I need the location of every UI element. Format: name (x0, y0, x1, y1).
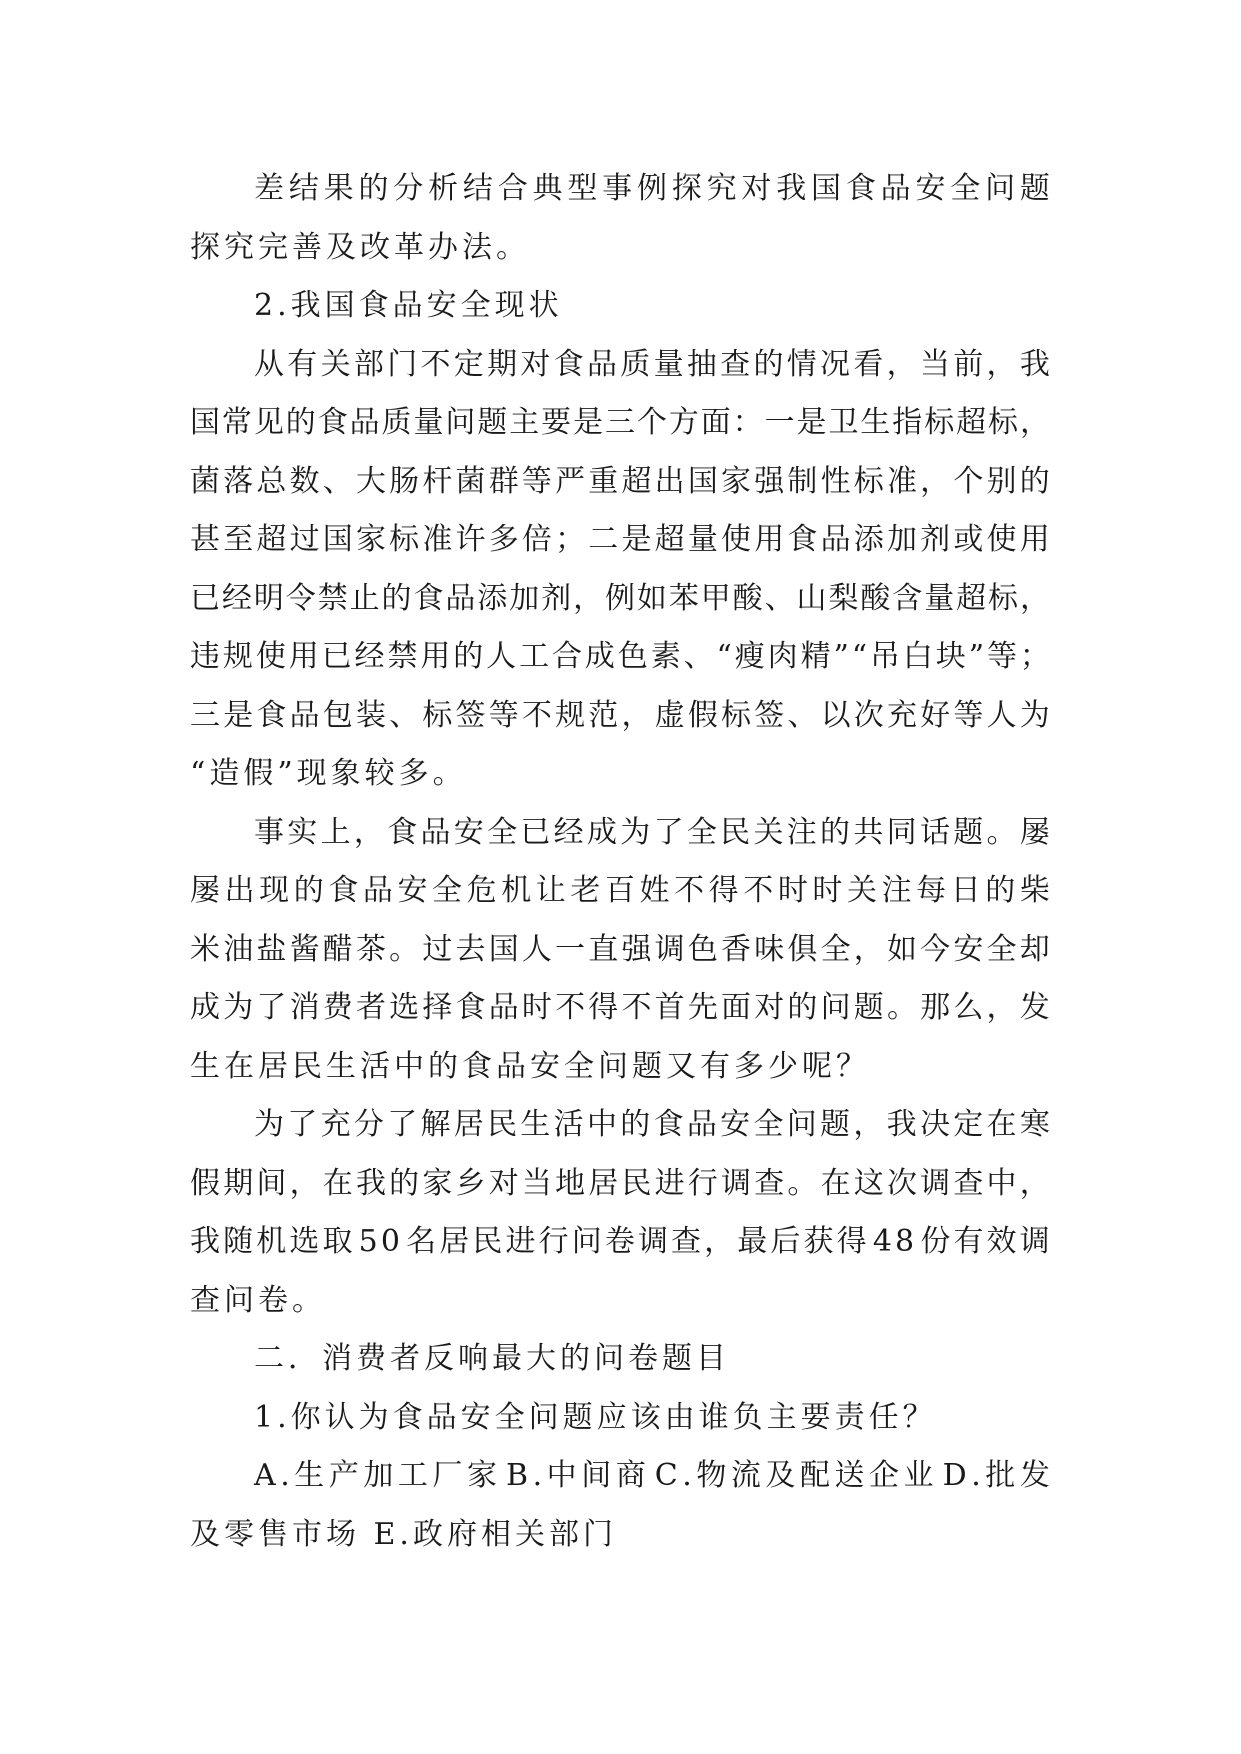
text-line: 从 有 关 部 门 不 定 期 对 食 品 质 量 抽 查 的 情 况 看 ， 当 前 ， 我 (254, 346, 1050, 382)
text-line: 生在居民生活中的食品安全问题又有多少呢？ (190, 1048, 870, 1084)
text-line: “造假”现象较多。 (190, 756, 467, 791)
text-line: 国 常 见 的 食 品 质 量 问 题 主 要 是 三 个 方 面 ： 一 是 卫 生 指 标 超 标 ， (190, 405, 1050, 440)
text-line: 事 实 上 ， 食 品 安 全 已 经 成 为 了 全 民 关 注 的 共 同 话 题 。 屡 (254, 814, 1050, 850)
text-line: 假 期 间 ， 在 我 的 家 乡 对 当 地 居 民 进 行 调 查 。 在 这 次 调 查 中 ， (190, 1165, 1050, 1201)
text-line: 米 油 盐 酱 醋 茶 。 过 去 国 人 一 直 强 调 色 香 味 俱 全 ， 如 今 安 全 却 (190, 931, 1050, 967)
text-line: 已 经 明 令 禁 止 的 食 品 添 加 剂 ， 例 如 苯 甲 酸 、 山 梨 酸 含 量 超 标 ， (190, 580, 1050, 616)
text-line: 成 为 了 消 费 者 选 择 食 品 时 不 得 不 首 先 面 对 的 问 题 。 那 么 ， 发 (190, 990, 1050, 1025)
text-line: 为 了 充 分 了 解 居 民 生 活 中 的 食 品 安 全 问 题 ， 我 决 定 在 寒 (254, 1107, 1050, 1142)
text-line: 二．消费者反响最大的问卷题目 (254, 1341, 730, 1376)
text-line: 屡 出 现 的 食 品 安 全 危 机 让 老 百 姓 不 得 不 时 时 关 注 每 日 的 柴 (190, 873, 1050, 908)
text-line: 违 规 使 用 已 经 禁 用 的 人 工 合 成 色 素 、 “ 瘦 肉 精 ” “ 吊 白 块 ” 等 ； (190, 639, 1050, 674)
text-line: A . 生 产 加 工 厂 家 B . 中 间 商 C . 物 流 及 配 送 企 业 D . 批 发 (254, 1458, 1050, 1493)
text-line: 1.你认为食品安全问题应该由谁负主要责任？ (254, 1399, 937, 1435)
text-line: 探究完善及改革办法。 (190, 229, 530, 265)
text-line: 及零售市场 E.政府相关部门 (190, 1516, 617, 1552)
text-line: 查问卷。 (190, 1282, 326, 1318)
text-line: 我 随 机 选 取 5 0 名 居 民 进 行 问 卷 调 查 ， 最 后 获 得 4 8 份 有 效 调 (190, 1224, 1050, 1259)
text-line: 差 结 果 的 分 析 结 合 典 型 事 例 探 究 对 我 国 食 品 安 全 问 题 (254, 171, 1050, 206)
text-line: 菌 落 总 数 、 大 肠 杆 菌 群 等 严 重 超 出 国 家 强 制 性 标 准 ， 个 别 的 (190, 463, 1050, 499)
text-line: 甚 至 超 过 国 家 标 准 许 多 倍 ； 二 是 超 量 使 用 食 品 添 加 剂 或 使 用 (190, 522, 1050, 557)
text-line: 三 是 食 品 包 装 、 标 签 等 不 规 范 ， 虚 假 标 签 、 以 次 充 好 等 人 为 (190, 697, 1050, 733)
text-line: 2.我国食品安全现状 (254, 288, 563, 323)
body-text (190, 160, 1050, 1564)
